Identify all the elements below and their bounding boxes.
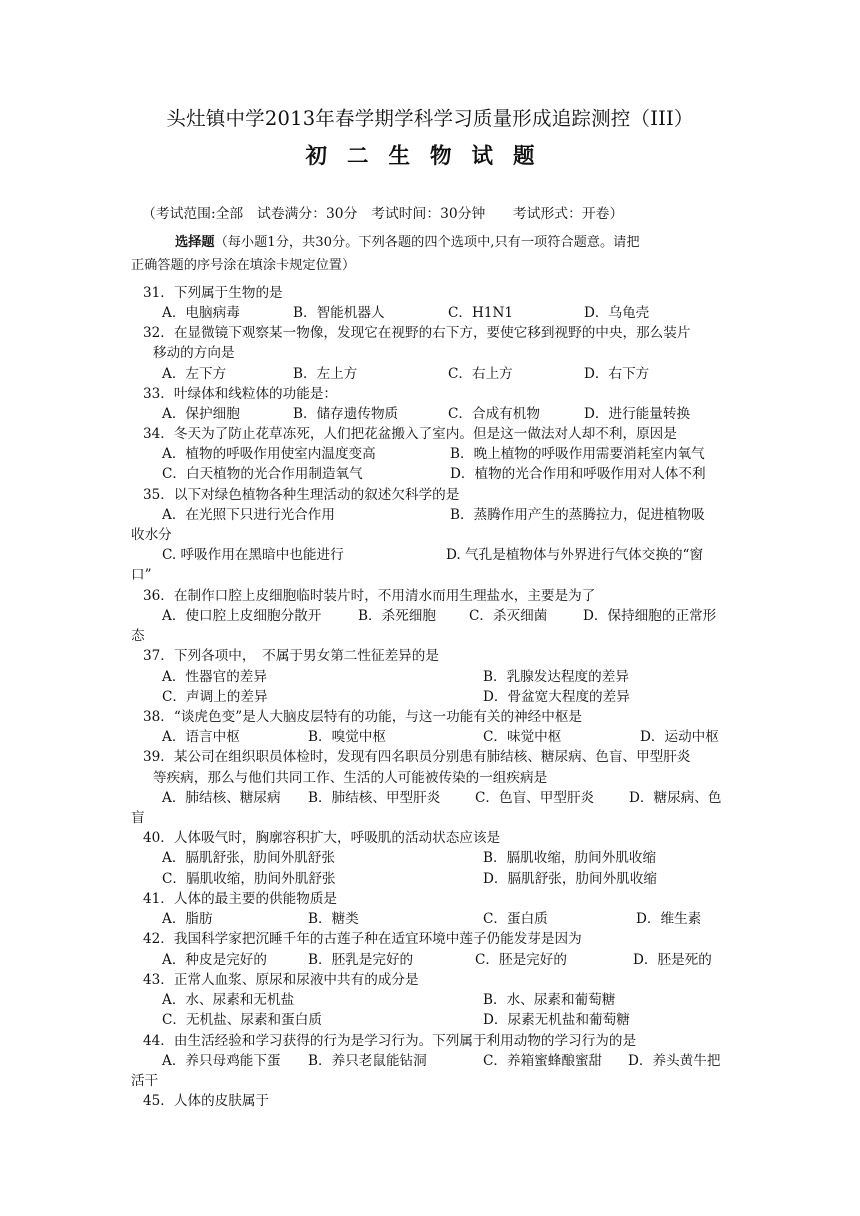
option-d: D．右下方 <box>584 366 650 382</box>
option-a: A．肺结核、糖尿病 <box>162 790 281 806</box>
option-c: C．色盲、甲型肝炎 <box>475 790 595 806</box>
question-stem: 34．冬天为了防止花草冻死，人们把花盆搬入了室内。但是这一做法对人却不利，原因是 <box>143 426 677 442</box>
section-heading: 选择题 <box>175 235 215 250</box>
option-d-cont: 活干 <box>131 1073 159 1089</box>
option-d-cont: 态 <box>131 628 145 644</box>
option-c: C．胚是完好的 <box>475 952 567 968</box>
option-c: C．养箱蜜蜂酿蜜甜 <box>483 1053 603 1069</box>
option-d: D．保持细胞的正常形 <box>583 608 717 624</box>
option-d: D．膈肌舒张，肋间外肌收缩 <box>483 871 658 887</box>
option-c: C. 呼吸作用在黑暗中也能进行 <box>162 547 344 563</box>
question-stem: 40．人体吸气时，胸廓容积扩大，呼吸肌的活动状态应该是 <box>143 830 501 846</box>
instructions-text-1: （每小题1分，共30分。下列各题的四个选项中,只有一项符合题意。请把 <box>214 235 640 250</box>
option-b-cont: 收水分 <box>131 527 172 543</box>
option-b: B．蒸腾作用产生的蒸腾拉力，促进植物吸 <box>450 507 705 523</box>
option-d: D．尿素无机盐和葡萄糖 <box>483 1012 630 1028</box>
option-a: A．左下方 <box>162 366 227 382</box>
option-b: B．杀死细胞 <box>358 608 436 624</box>
option-b: B．左上方 <box>293 366 358 382</box>
option-b: B．乳腺发达程度的差异 <box>483 669 629 685</box>
question-stem: 41．人体的最主要的供能物质是 <box>143 891 338 907</box>
option-b: B．养只老鼠能钻洞 <box>308 1053 427 1069</box>
question-stem: 42．我国科学家把沉睡千年的古莲子种在适宜环境中莲子仍能发芽是因为 <box>143 931 582 947</box>
option-d: D．植物的光合作用和呼吸作用对人体不利 <box>450 466 706 482</box>
option-a: A．种皮是完好的 <box>162 952 267 968</box>
option-a: A．语言中枢 <box>162 729 240 745</box>
question-stem: 39．某公司在组织职员体检时，发现有四名职员分别患有肺结核、糖尿病、色盲、甲型肝炎 <box>143 749 691 765</box>
question-stem: 35．以下对绿色植物各种生理活动的叙述欠科学的是 <box>143 487 460 503</box>
question-stem: 44．由生活经验和学习获得的行为是学习行为。下列属于利用动物的学习行为的是 <box>143 1033 637 1049</box>
question-stem-cont: 等疾病，那么与他们共同工作、生活的人可能被传染的一组疾病是 <box>153 770 548 786</box>
option-a: A．电脑病毒 <box>162 305 240 321</box>
option-d-cont: 口” <box>131 567 152 583</box>
option-b: B．智能机器人 <box>293 305 385 321</box>
option-d: D．糖尿病、色 <box>629 790 722 806</box>
question-stem: 37．下列各项中， 不属于男女第二性征差异的是 <box>143 648 439 664</box>
option-a: A．脂肪 <box>162 911 213 927</box>
option-a: A．水、尿素和无机盐 <box>162 992 295 1008</box>
option-a: A．保护细胞 <box>162 406 240 422</box>
option-d: D. 气孔是植物体与外界进行气体交换的“窗 <box>446 547 704 563</box>
question-stem: 43．正常人血浆、原尿和尿液中共有的成分是 <box>143 972 419 988</box>
option-b: B．糖类 <box>308 911 359 927</box>
question-stem-cont: 移动的方向是 <box>153 345 235 361</box>
instructions-text-2: 正确答题的序号涂在填涂卡规定位置） <box>131 258 356 273</box>
option-c: C．合成有机物 <box>448 406 540 422</box>
option-d: D．胚是死的 <box>633 952 712 968</box>
option-d: D．骨盆宽大程度的差异 <box>483 689 630 705</box>
question-stem: 36．在制作口腔上皮细胞临时装片时，不用清水而用生理盐水，主要是为了 <box>143 588 596 604</box>
section-instructions <box>131 231 741 277</box>
question-stem: 32．在显微镜下观察某一物像，发现它在视野的右下方，要使它移到视野的中央，那么装片 <box>143 325 691 341</box>
option-c: C．无机盐、尿素和蛋白质 <box>162 1012 322 1028</box>
question-stem: 31．下列属于生物的是 <box>143 285 283 301</box>
option-c: C．味觉中枢 <box>483 729 562 745</box>
option-d: D．运动中枢 <box>640 729 719 745</box>
option-a: A．膈肌舒张，肋间外肌舒张 <box>162 850 335 866</box>
option-c: C．白天植物的光合作用制造氧气 <box>162 466 363 482</box>
option-d-cont: 盲 <box>131 810 145 826</box>
exam-title: 头灶镇中学2013年春学期学科学习质量形成追踪测控（III） <box>166 107 694 130</box>
option-d: D．乌龟壳 <box>584 305 650 321</box>
option-a: A．使口腔上皮细胞分散开 <box>162 608 322 624</box>
option-b: B．膈肌收缩，肋间外肌收缩 <box>483 850 657 866</box>
option-c: C．膈肌收缩，肋间外肌舒张 <box>162 871 336 887</box>
exam-info: （考试范围:全部 试卷满分：30分 考试时间：30分钟 考试形式：开卷） <box>142 206 624 222</box>
option-c: C．杀灭细菌 <box>469 608 548 624</box>
option-b: B．水、尿素和葡萄糖 <box>483 992 616 1008</box>
option-b: B．胚乳是完好的 <box>308 952 414 968</box>
question-stem: 45．人体的皮肤属于 <box>143 1093 270 1109</box>
option-b: B．晚上植物的呼吸作用需要消耗室内氧气 <box>450 446 705 462</box>
option-a: A．养只母鸡能下蛋 <box>162 1053 281 1069</box>
option-c: C．右上方 <box>448 366 513 382</box>
exam-subtitle: 初二生物试题 <box>305 144 555 169</box>
option-d: D．维生素 <box>636 911 702 927</box>
option-d: D．进行能量转换 <box>584 406 691 422</box>
option-c: C．H1N1 <box>448 305 514 321</box>
option-a: A．植物的呼吸作用使室内温度变高 <box>162 446 376 462</box>
option-b: B．嗅觉中枢 <box>308 729 386 745</box>
option-a: A．在光照下只进行光合作用 <box>162 507 335 523</box>
option-c: C．蛋白质 <box>483 911 548 927</box>
option-d: D．养头黄牛把 <box>628 1053 721 1069</box>
option-a: A．性器官的差异 <box>162 669 267 685</box>
question-stem: 33．叶绿体和线粒体的功能是： <box>143 386 338 402</box>
option-b: B．肺结核、甲型肝炎 <box>308 790 441 806</box>
option-b: B．储存遗传物质 <box>293 406 399 422</box>
option-c: C．声调上的差异 <box>162 689 268 705</box>
question-stem: 38．“谈虎色变”是人大脑皮层特有的功能，与这一功能有关的神经中枢是 <box>143 709 583 725</box>
